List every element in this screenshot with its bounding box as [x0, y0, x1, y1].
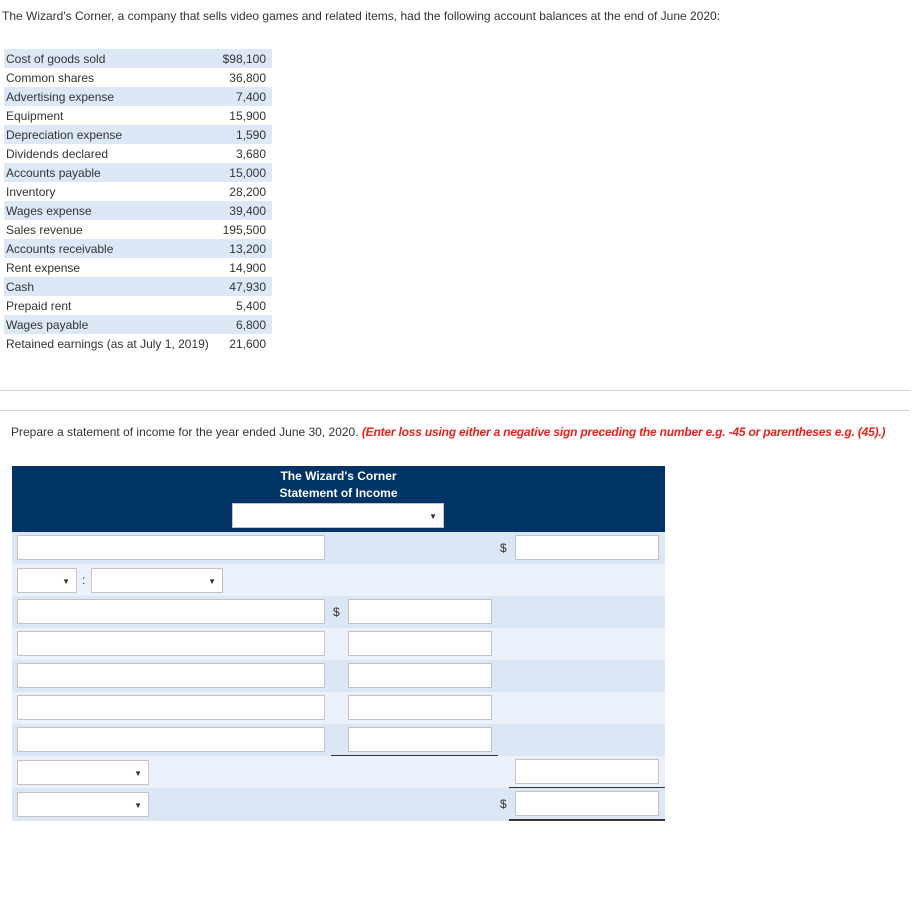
colon-separator: :	[82, 573, 86, 587]
balance-row	[4, 315, 272, 334]
divider	[0, 410, 910, 411]
statement-title: Statement of Income	[279, 486, 398, 500]
net-income-label-select[interactable]	[17, 792, 149, 817]
balance-row	[4, 201, 272, 220]
statement-row	[12, 660, 665, 692]
statement-row	[12, 756, 665, 788]
account-amount: 21,600	[212, 334, 272, 353]
subtotal-label-select[interactable]	[17, 760, 149, 785]
total-amount-input[interactable]	[515, 535, 659, 560]
chevron-down-icon: ▼	[134, 801, 142, 810]
expense-label-input[interactable]	[17, 663, 325, 688]
account-amount: 7,400	[212, 87, 272, 106]
statement-row	[12, 788, 665, 821]
intro-text: The Wizard's Corner, a company that sells video games and related items, had the following account balances at the end of June 2020:	[2, 9, 721, 23]
dollar-sign: $	[500, 541, 507, 555]
dollar-sign: $	[500, 797, 507, 811]
balance-row	[4, 163, 272, 182]
balance-row	[4, 182, 272, 201]
account-amount: 47,930	[212, 277, 272, 296]
statement-row	[12, 596, 665, 628]
statement-row	[12, 692, 665, 724]
expense-amount-input[interactable]	[348, 727, 492, 752]
account-amount: 195,500	[212, 220, 272, 239]
account-amount: 15,000	[212, 163, 272, 182]
balance-row	[4, 87, 272, 106]
balance-row	[4, 125, 272, 144]
subtotal-amount-input[interactable]	[515, 759, 659, 784]
account-name: Inventory	[4, 182, 212, 201]
income-statement-form	[12, 466, 665, 821]
account-amount: 15,900	[212, 106, 272, 125]
chevron-down-icon: ▼	[429, 512, 437, 521]
account-amount: 13,200	[212, 239, 272, 258]
expense-label-input[interactable]	[17, 695, 325, 720]
statement-header	[12, 466, 665, 532]
balance-row	[4, 334, 272, 353]
account-name: Sales revenue	[4, 220, 212, 239]
statement-row	[12, 564, 665, 596]
account-amount: 6,800	[212, 315, 272, 334]
divider	[0, 390, 910, 391]
account-balances-table	[4, 49, 272, 353]
balance-row	[4, 277, 272, 296]
account-name: Wages payable	[4, 315, 212, 334]
balance-row	[4, 106, 272, 125]
company-name: The Wizard's Corner	[280, 469, 397, 483]
account-amount: 1,590	[212, 125, 272, 144]
instructions-text: Prepare a statement of income for the year ended June 30, 2020.	[11, 425, 362, 439]
account-amount: 14,900	[212, 258, 272, 277]
period-select[interactable]	[232, 503, 444, 528]
account-name: Cost of goods sold	[4, 49, 212, 68]
balance-row	[4, 144, 272, 163]
chevron-down-icon: ▼	[134, 769, 142, 778]
account-name: Rent expense	[4, 258, 212, 277]
line-item-label-input[interactable]	[17, 535, 325, 560]
instructions	[11, 425, 885, 439]
account-amount: 28,200	[212, 182, 272, 201]
account-name: Accounts payable	[4, 163, 212, 182]
account-name: Cash	[4, 277, 212, 296]
balance-row	[4, 220, 272, 239]
account-name: Accounts receivable	[4, 239, 212, 258]
account-name: Dividends declared	[4, 144, 212, 163]
account-name: Advertising expense	[4, 87, 212, 106]
account-amount: $98,100	[212, 49, 272, 68]
subcategory-select[interactable]	[91, 568, 223, 593]
account-name: Equipment	[4, 106, 212, 125]
double-underline	[509, 819, 665, 821]
account-amount: 36,800	[212, 68, 272, 87]
expense-amount-input[interactable]	[348, 599, 492, 624]
expense-label-input[interactable]	[17, 727, 325, 752]
account-name: Wages expense	[4, 201, 212, 220]
expense-amount-input[interactable]	[348, 631, 492, 656]
expense-label-input[interactable]	[17, 599, 325, 624]
chevron-down-icon: ▼	[208, 577, 216, 586]
category-select[interactable]	[17, 568, 77, 593]
statement-row	[12, 532, 665, 564]
balance-row	[4, 239, 272, 258]
expense-amount-input[interactable]	[348, 695, 492, 720]
dollar-sign: $	[333, 605, 340, 619]
expense-amount-input[interactable]	[348, 663, 492, 688]
account-amount: 5,400	[212, 296, 272, 315]
chevron-down-icon: ▼	[62, 577, 70, 586]
account-amount: 3,680	[212, 144, 272, 163]
balance-row	[4, 258, 272, 277]
account-name: Retained earnings (as at July 1, 2019)	[4, 334, 212, 353]
account-name: Common shares	[4, 68, 212, 87]
statement-row	[12, 628, 665, 660]
instructions-hint: (Enter loss using either a negative sign preceding the number e.g. -45 or parentheses e.g. (45).)	[361, 425, 886, 439]
account-name: Prepaid rent	[4, 296, 212, 315]
balance-row	[4, 296, 272, 315]
statement-row	[12, 724, 665, 756]
balance-row	[4, 68, 272, 87]
expense-label-input[interactable]	[17, 631, 325, 656]
net-income-amount-input[interactable]	[515, 791, 659, 816]
account-name: Depreciation expense	[4, 125, 212, 144]
account-amount: 39,400	[212, 201, 272, 220]
balance-row	[4, 49, 272, 68]
